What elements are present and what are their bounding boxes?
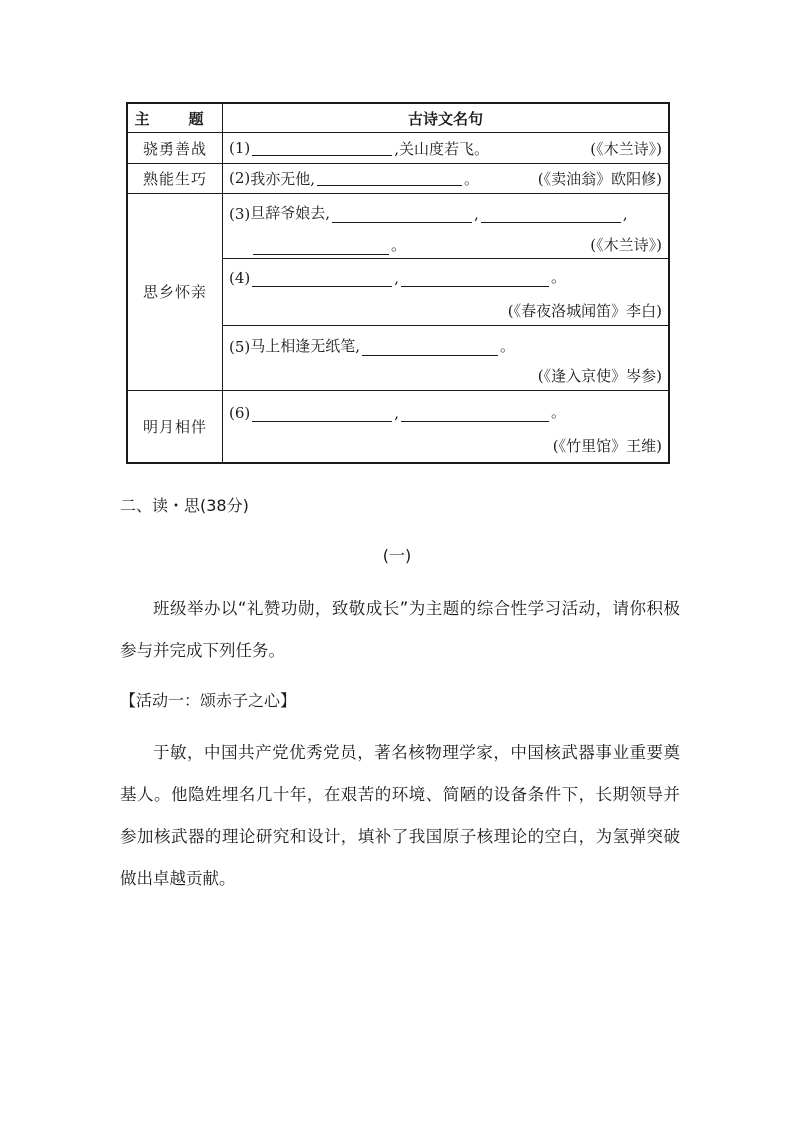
- quote-source: (《木兰诗》): [590, 139, 662, 158]
- table-row: [127, 194, 669, 259]
- question-number: (4): [229, 268, 251, 287]
- answer-blank[interactable]: [332, 208, 472, 223]
- bio-paragraph: 于敏，中国共产党优秀党员，著名核物理学家，中国核武器事业重要奠基人。他隐姓埋名几十年，在艰苦的环境、简陋的设备条件下，长期领导并参加核武器的理论研究和设计，填补了我国原子核理论的空白，为氢弹突破做出卓越贡献。: [120, 743, 680, 888]
- theme-cell: 骁勇善战: [127, 133, 223, 163]
- quote-source: (《木兰诗》): [590, 236, 662, 254]
- quote-text: 。: [464, 169, 480, 188]
- question-number: (2): [229, 169, 251, 188]
- section-heading: 二、读・思(38分): [120, 496, 249, 515]
- table-row: [127, 163, 669, 193]
- separator: 。: [551, 403, 567, 422]
- quote-source: (《卖油翁》欧阳修): [537, 169, 662, 188]
- separator: 。: [500, 336, 516, 355]
- separator: 。: [391, 236, 407, 254]
- quote-source: (《竹里馆》王维): [552, 437, 662, 456]
- question-number: (6): [229, 404, 251, 423]
- quote-source: (《逢入京使》岑参): [537, 366, 662, 385]
- answer-blank[interactable]: [362, 341, 498, 356]
- question-number: (5): [229, 337, 251, 356]
- answer-blank[interactable]: [481, 208, 621, 223]
- quote-text: 马上相逢无纸笔,: [250, 336, 361, 355]
- question-number: (3): [229, 205, 251, 223]
- quote-source: (《春夜洛城闻笛》李白): [507, 301, 662, 320]
- separator: ,: [394, 268, 400, 287]
- question-number: (1): [229, 139, 251, 158]
- answer-blank[interactable]: [317, 171, 462, 186]
- poem-table: [126, 102, 670, 464]
- table-header-row: [127, 103, 669, 133]
- table-row: [127, 390, 669, 463]
- header-theme: 主 题: [127, 103, 223, 133]
- separator: ,: [622, 205, 628, 223]
- separator: 。: [551, 267, 567, 286]
- answer-blank[interactable]: [252, 272, 392, 287]
- quote-text: 我亦无他,: [250, 169, 316, 188]
- theme-cell: 思乡怀亲: [127, 194, 223, 390]
- answer-blank[interactable]: [401, 272, 549, 287]
- quote-text: 旦辞爷娘去,: [250, 204, 331, 222]
- theme-cell: 熟能生巧: [127, 163, 223, 193]
- intro-paragraph: 班级举办以“礼赞功勋，致敬成长”为主题的综合性学习活动，请你积极参与并完成下列任务。: [120, 599, 680, 660]
- separator: ,: [394, 404, 400, 423]
- answer-blank[interactable]: [252, 141, 392, 156]
- activity-heading: 【活动一：颂赤子之心】: [120, 691, 297, 710]
- theme-cell: 明月相伴: [127, 390, 223, 463]
- header-quotes: 古诗文名句: [223, 103, 670, 133]
- answer-blank[interactable]: [401, 407, 549, 422]
- answer-blank[interactable]: [253, 240, 389, 255]
- part-heading: (一): [382, 546, 412, 565]
- answer-blank[interactable]: [252, 407, 392, 422]
- separator: ,: [474, 205, 479, 223]
- table-row: [127, 133, 669, 163]
- quote-text: ,关山度若飞。: [394, 139, 490, 158]
